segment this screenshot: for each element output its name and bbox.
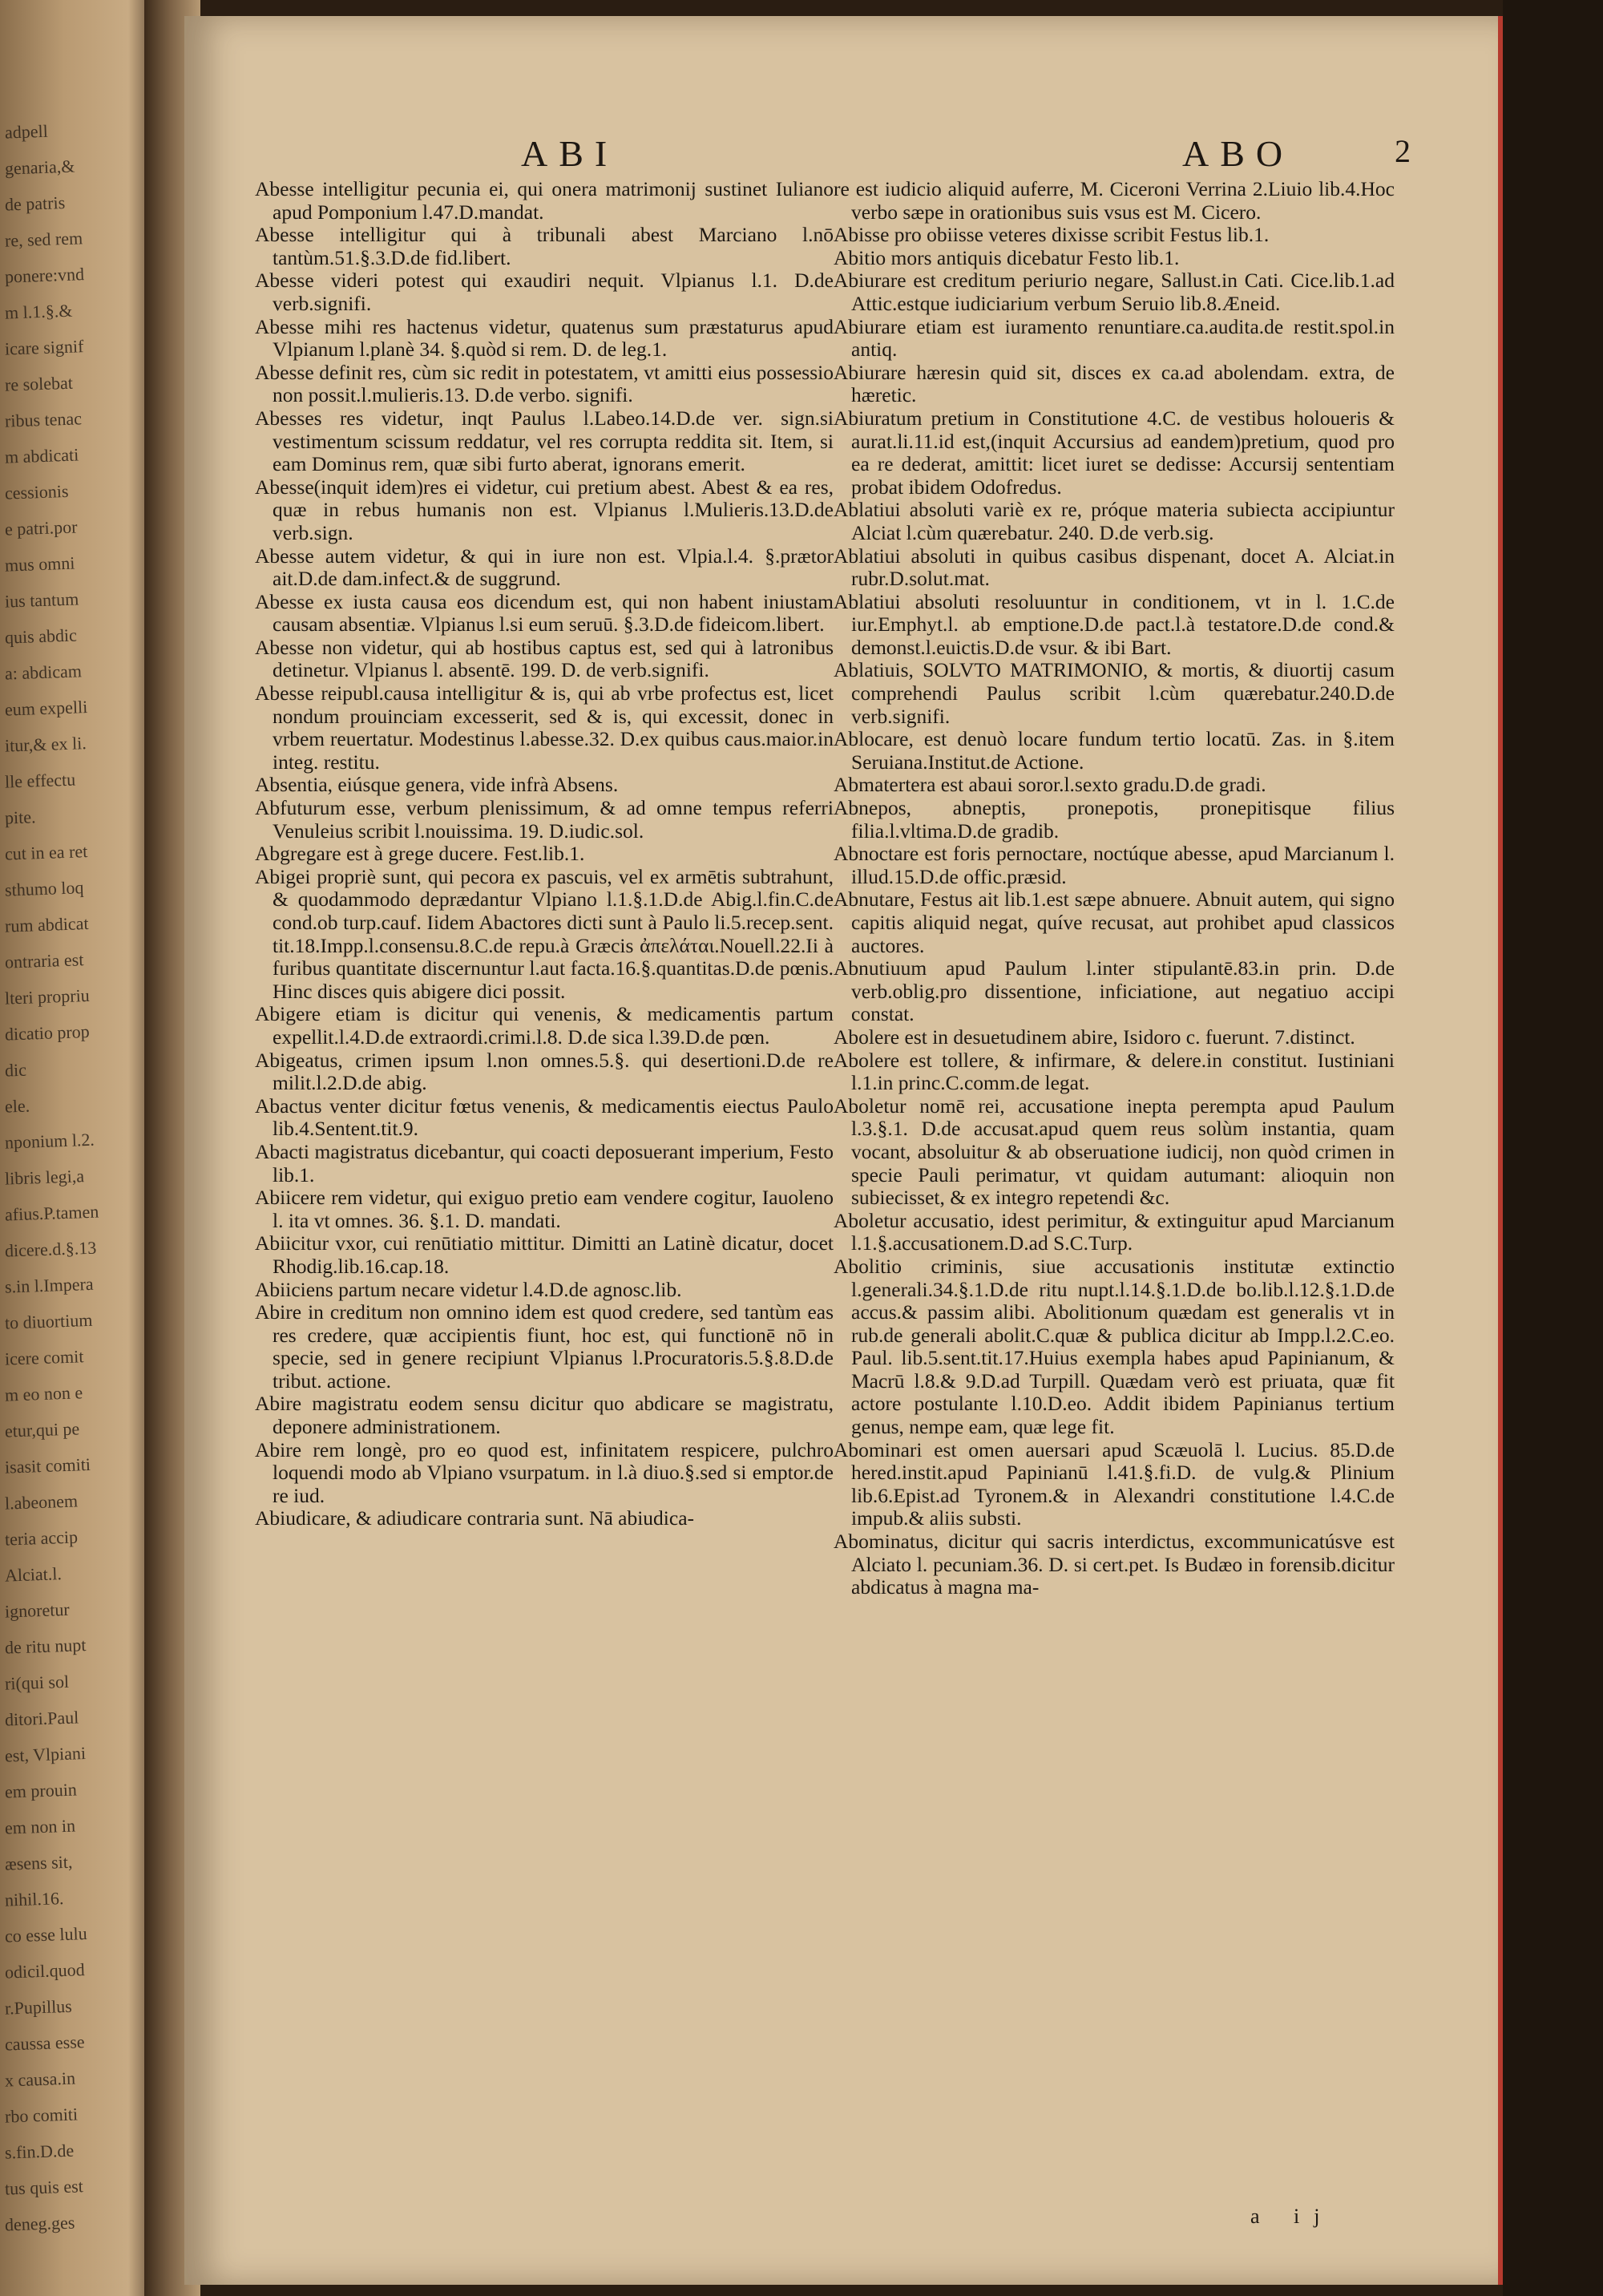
dictionary-entry: Abnoctare est foris pernoctare, noctúque abesse, apud Marcianum l. illud.15.D.de offic.præsid. [834,842,1395,888]
dictionary-entry: Abesse ex iusta causa eos dicendum est, qui non habent iniustam causam absentiæ. Vlpianus l.si eum seruū. §.3.D.de fideicom.libert. [255,589,834,637]
facing-page-fragment: sthumo loq [4,877,84,900]
dictionary-entry: Abesse(inquit idem)res ei videtur, cui pretium abest. Abest & ea res, quæ in rebus humanis non est. Vlpianus l.Mulieris.13.D.de verb.sign. [255,475,834,544]
column-right [834,178,1395,1599]
dictionary-entry: Abesse videri potest qui exaudiri nequit. Vlpianus l.1. D.de verb.signifi. [255,269,834,315]
dictionary-entry: Abiudicare, & adiudicare contraria sunt. Nā abiudica- [255,1506,695,1530]
dictionary-entry: Abmatertera est abaui soror.l.sexto gradu.D.de gradi. [834,773,1266,797]
facing-page-fragment: em non in [4,1815,76,1838]
dictionary-entry: Abnutiuum apud Paulum l.inter stipulantē.83.in prin. D.de verb.oblig.pro dissentione, inficiatione, aut negatiuo accipi constat. [834,956,1395,1026]
dictionary-entry: Abigere etiam is dicitur qui venenis, & medicamentis partum expellit.l.4.D.de extraordi.crimi.l.8. D.de sica l.39.D.de pœn. [255,1002,834,1049]
dictionary-entry: Abesse intelligitur pecunia ei, qui onera matrimonij sustinet Iuliano apud Pomponium l.47.D.mandat. [255,177,834,224]
facing-page-edge [0,0,160,2296]
dictionary-entry: Ablatiui absoluti in quibus casibus dispenant, docet A. Alciat.in rubr.D.solut.mat. [834,544,1395,591]
background-right [1503,0,1603,2296]
dictionary-entry: Abesse intelligitur qui à tribunali abest Marciano l.nō tantùm.51.§.3.D.de fid.libert. [255,223,834,269]
dictionary-entry: Ablatiui absoluti resoluuntur in conditionem, vt in l. 1.C.de iur.Emphyt.l. ab emptione.D.de pact.l.à testatore.D.de cond.& demonst.l.euictis.D.de vsur. & ibi Bart. [834,589,1395,659]
running-head-right: ABO [1182,133,1294,174]
dictionary-entry: Abiicere rem videtur, qui exiguo pretio eam vendere cogitur, Iauoleno l. ita vt omnes. 36. §.1. D. mandati. [255,1186,834,1232]
dictionary-entry: Abiurare est creditum periurio negare, Sallust.in Cati. Cice.lib.1.ad Attic.estque iudiciarium verbum Seruio lib.8.Æneid. [834,269,1395,315]
facing-page-fragment: r.Pupillus [4,1995,73,2019]
dictionary-entry: Abfuturum esse, verbum plenissimum, & ad omne tempus referri Venuleius scribit l.nouissima. 19. D.iudic.sol. [255,796,834,843]
dictionary-entry: Abisse pro obiisse veteres dixisse scribit Festus lib.1. [834,223,1270,247]
facing-page-fragment: est, Vlpiani [4,1743,87,1766]
facing-page-fragment: libris legi,a [4,1166,85,1189]
facing-page-fragment: icere comit [4,1346,84,1369]
dictionary-entry: re est iudicio aliquid auferre, M. Ciceroni Verrina 2.Liuio lib.4.Hoc verbo sæpe in orationibus suis vsus est M. Cicero. [834,177,1395,224]
facing-page-fragment: ignoretur [4,1599,71,1622]
facing-page-fragment: odicil.quod [4,1959,86,1983]
running-header [240,132,1491,180]
dictionary-entry: Abominatus, dicitur qui sacris interdictus, excommunicatúsve est Alciato l. pecuniam.36. D. si cert.pet. Is Budæo in forensib.dicitur abdicatus à magna ma- [834,1530,1395,1599]
dictionary-entry: Abolitio criminis, siue accusationis institutæ extinctio l.generali.34.§.1.D.de ritu nupt.l.14.§.1.D.de bo.lib.l.12.§.1.D.de accus.& passim alibi. Abolitionum quædam est generalis vt in rub.de generali abolit.C.quæ & publica dicitur ab Impp.l.2.C.eo. Paul. lib.5.sent.tit.17.Huius exempla habes apud Papinianum, & Macrū l.8.& 9.D.ad Turpill. Quædam verò est priuata, quæ fit actore postulante l.10.D.eo. Addit ibidem Papinianus tertium genus, nempe eam, quæ lege fit. [834,1254,1395,1439]
dictionary-entry: Abesse autem videtur, & qui in iure non est. Vlpia.l.4. §.prætor ait.D.de dam.infect.& de suggrund. [255,544,834,591]
facing-page-fragment: lteri propriu [4,984,91,1009]
facing-page-fragment: mus omni [4,552,75,576]
facing-page-fragment: ribus tenac [4,408,83,431]
facing-page-fragment: ri(qui sol [4,1671,70,1694]
dictionary-entry: Ablocare, est denuò locare fundum tertio locatū. Zas. in §.item Seruiana.Institut.de Actione. [834,727,1395,774]
facing-page-fragment: re, sed rem [4,228,83,251]
dictionary-entry: Abire rem longè, pro eo quod est, infinitatem respicere, pulchro loquendi modo ab Vlpiano vsurpatum. in l.à diuo.§.sed si emptor.de re iud. [255,1437,834,1507]
facing-page-fragment: icare signif [4,336,84,359]
facing-page-fragment: ontraria est [4,949,84,972]
dictionary-entry: Aboletur nomē rei, accusatione inepta perempta apud Paulum l.3.§.1. D.de accusat.apud quem reus solùm instantia, quam vocant, absoluitur & ab obseruatione iudicij, non quòd crimen in specie Pauli perimatur, vt quidam autumant: alioquin non subiecisset, & ex integro repetendi &c. [834,1093,1395,1210]
facing-page-fragment: ditori.Paul [4,1707,79,1730]
facing-page-fragment: eum expelli [4,697,88,720]
facing-page-fragment: deneg.ges [4,2212,75,2235]
facing-page-fragment: etur,qui pe [4,1418,80,1441]
facing-page-fragment: de ritu nupt [4,1635,87,1658]
dictionary-entry: Abacti magistratus dicebantur, qui coacti deposuerant imperium, Festo lib.1. [255,1139,834,1186]
facing-page-fragment: genaria,& [4,156,75,179]
facing-page-fragment: itur,& ex li. [4,733,87,756]
facing-page-fragment: teria accip [4,1526,79,1550]
facing-page-fragment: co esse lulu [4,1923,88,1946]
facing-page-fragment: cut in ea ret [4,841,88,864]
dictionary-entry: Abgregare est à grege ducere. Fest.lib.1. [255,842,585,866]
facing-page-fragment: afius.P.tamen [4,1201,99,1225]
dictionary-entry: Abiuratum pretium in Constitutione 4.C. de vestibus holoueris & aurat.li.11.id est,(inquit Accursius ad eandem)pretium, quod pro ea re dederat, amittit: licet iuret se dedisse: Accursij sententiam probat ibidem Odofredus. [834,406,1395,499]
facing-page-fragment: nihil.16. [4,1888,64,1910]
facing-page-fragment: m eo non e [4,1382,83,1405]
facing-page-fragment: lle effectu [4,769,76,792]
dictionary-entry: Abigeatus, crimen ipsum l.non omnes.5.§. qui desertioni.D.de re milit.l.2.D.de abig. [255,1048,834,1095]
dictionary-entry: Abesse non videtur, qui ab hostibus captus est, sed qui à latronibus detinetur. Vlpianus l. absentē. 199. D. de verb.signifi. [255,635,834,682]
facing-page-fragment: Alciat.l. [4,1563,63,1586]
facing-page-fragment: æsens sit, [4,1851,73,1874]
dictionary-entry: Abiicitur vxor, cui renūtiatio mittitur. Dimitti an Latinè dicatur, docet Rhodig.lib.16.cap.18. [255,1231,834,1278]
facing-page-fragment: e patri.por [4,516,78,540]
facing-page-fragment: dic [4,1059,27,1081]
facing-page-fragment: rbo comiti [4,2104,79,2127]
facing-page-fragment: dicatio prop [4,1021,91,1045]
dictionary-entry: Abesse definit res, cùm sic redit in potestatem, vt amitti eius possessio non possit.l.mulieris.13. D.de verbo. signifi. [255,360,834,407]
dictionary-entry: Abigei propriè sunt, qui pecora ex pascuis, vel ex armētis subtrahunt, & quodammodo deprædantur Vlpiano l.1.§.1.D.de Abig.l.fin.C.de cond.ob turp.cauf. Iidem Abactores dicti sunt à Paulo li.5.recep.sent. tit.18.Impp.l.consensu.8.C.de repu.à Græcis ἀπελάται.Nouell.22.Ii à furibus quantitate discernuntur l.aut facta.16.§.quantitas.D.de pœnis. Hinc disces quis abigere dici possit. [255,864,834,1003]
facing-page-fragment: x causa.in [4,2068,76,2091]
facing-page-fragment: ponere:vnd [4,264,85,287]
facing-page-fragment: re solebat [4,372,74,395]
facing-page-fragment: em prouin [4,1779,78,1802]
facing-page-fragment: dicere.d.§.13 [4,1237,97,1261]
facing-page-fragment: cessionis [4,480,69,503]
facing-page-fragment: isasit comiti [4,1453,91,1477]
page-number: 2 [1395,133,1411,169]
column-left [255,178,834,1530]
dictionary-entry: Abnutare, Festus ait lib.1.est sæpe abnuere. Abnuit autem, qui signo capitis aliquid negat, quíve recusat, aut prohibet apud classicos auctores. [834,887,1395,957]
dictionary-entry: Abolere est in desuetudinem abire, Isidoro c. fuerunt. 7.distinct. [834,1025,1355,1049]
facing-page-fragment: s.fin.D.de [4,2140,75,2163]
facing-page-fragment: l.abeonem [4,1490,79,1514]
signature-mark: a ij [1250,2205,1334,2228]
dictionary-entry: Abnepos, abneptis, pronepotis, pronepitisque filius filia.l.vltima.D.de gradib. [834,796,1395,843]
dictionary-entry: Abire in creditum non omnino idem est quod credere, sed tantùm eas res credere, quæ accipientis fiunt, hoc est, qui functionē nō in specie, sed in genere recipiunt Vlpianus l.Procuratoris.5.§.8.D.de tribut. actione. [255,1300,834,1393]
facing-page-fragment: ius tantum [4,588,79,612]
dictionary-entry: Ablatiui absoluti variè ex re, próque materia subiecta accipiuntur Alciat l.cùm quærebatur. 240. D.de verb.sig. [834,498,1395,544]
dictionary-entry: Abiurare hæresin quid sit, disces ex ca.ad abolendam. extra, de hæretic. [834,360,1395,407]
dictionary-entry: Abesse reipubl.causa intelligitur & is, qui ab vrbe profectus est, licet nondum prouinciam excesserit, sed & is, qui excessit, donec in vrbem reuertatur. Modestinus l.abesse.32. D.ex quibus caus.maior.in integ. restitu. [255,681,834,774]
facing-page-fragment: de patris [4,192,66,215]
dictionary-entry: Abominari est omen auersari apud Scæuolā l. Lucius. 85.D.de hered.instit.apud Papinianū l.41.§.fi.D. de vulg.& Plinium lib.6.Epist.ad Tyronem.& in Alexandri constitutione l.4.C.de impub.& aliis substi. [834,1437,1395,1530]
dictionary-entry: Abesse mihi res hactenus videtur, quatenus sum præstaturus apud Vlpianum l.planè 34. §.quòd si rem. D. de leg.1. [255,314,834,362]
facing-page-fragment: to diuortium [4,1309,93,1333]
facing-page-fragment: caussa esse [4,2031,85,2055]
dictionary-entry: Absentia, eiúsque genera, vide infrà Absens. [255,773,619,797]
facing-page-fragment: tus quis est [4,2176,84,2199]
facing-page-fragment: pite. [4,806,36,828]
dictionary-entry: Abesses res videtur, inqt Paulus l.Labeo.14.D.de ver. sign.si vestimentum scissum reddatur, vel res corrupta reddita sit. Item, si eam Dominus rem, quæ sibi furto aberat, ignorans emerit. [255,406,834,476]
facing-page-fragment: ele. [4,1095,30,1117]
facing-page-fragment: quis abdic [4,625,78,648]
facing-page-fragment: a: abdicam [4,661,83,684]
facing-page-fragment: adpell [4,120,49,143]
dictionary-entry: Aboletur accusatio, idest perimitur, & extinguitur apud Marcianum l.1.§.accusationem.D.ad S.C.Turp. [834,1208,1395,1255]
dictionary-entry: Abiurare etiam est iuramento renuntiare.ca.audita.de restit.spol.in antiq. [834,314,1395,362]
facing-page-fragment: s.in l.Impera [4,1273,94,1297]
running-head-left: ABI [521,133,619,174]
dictionary-entry: Abactus venter dicitur fœtus venenis, & medicamentis eiectus Paulo lib.4.Sentent.tit.9. [255,1093,834,1141]
dictionary-entry: Abire magistratu eodem sensu dicitur quo abdicare se magistratu, deponere administrationem. [255,1392,834,1439]
facing-page-fragment: m l.1.§.& [4,300,73,323]
facing-page-fragment: rum abdicat [4,912,89,936]
facing-page-fragment: nponium l.2. [4,1129,95,1153]
dictionary-entry: Abiiciens partum necare videtur l.4.D.de agnosc.lib. [255,1277,682,1301]
facing-page-fragment: m abdicati [4,444,79,467]
dictionary-entry: Abitio mors antiquis dicebatur Festo lib.1. [834,245,1180,269]
dictionary-entry: Ablatiuis, SOLVTO MATRIMONIO, & mortis, & diuortij casum comprehendi Paulus scribit l.cùm quærebatur.240.D.de verb.signifi. [834,658,1395,728]
dictionary-entry: Abolere est tollere, & infirmare, & delere.in constitut. Iustiniani l.1.in princ.C.comm.de legat. [834,1048,1395,1095]
